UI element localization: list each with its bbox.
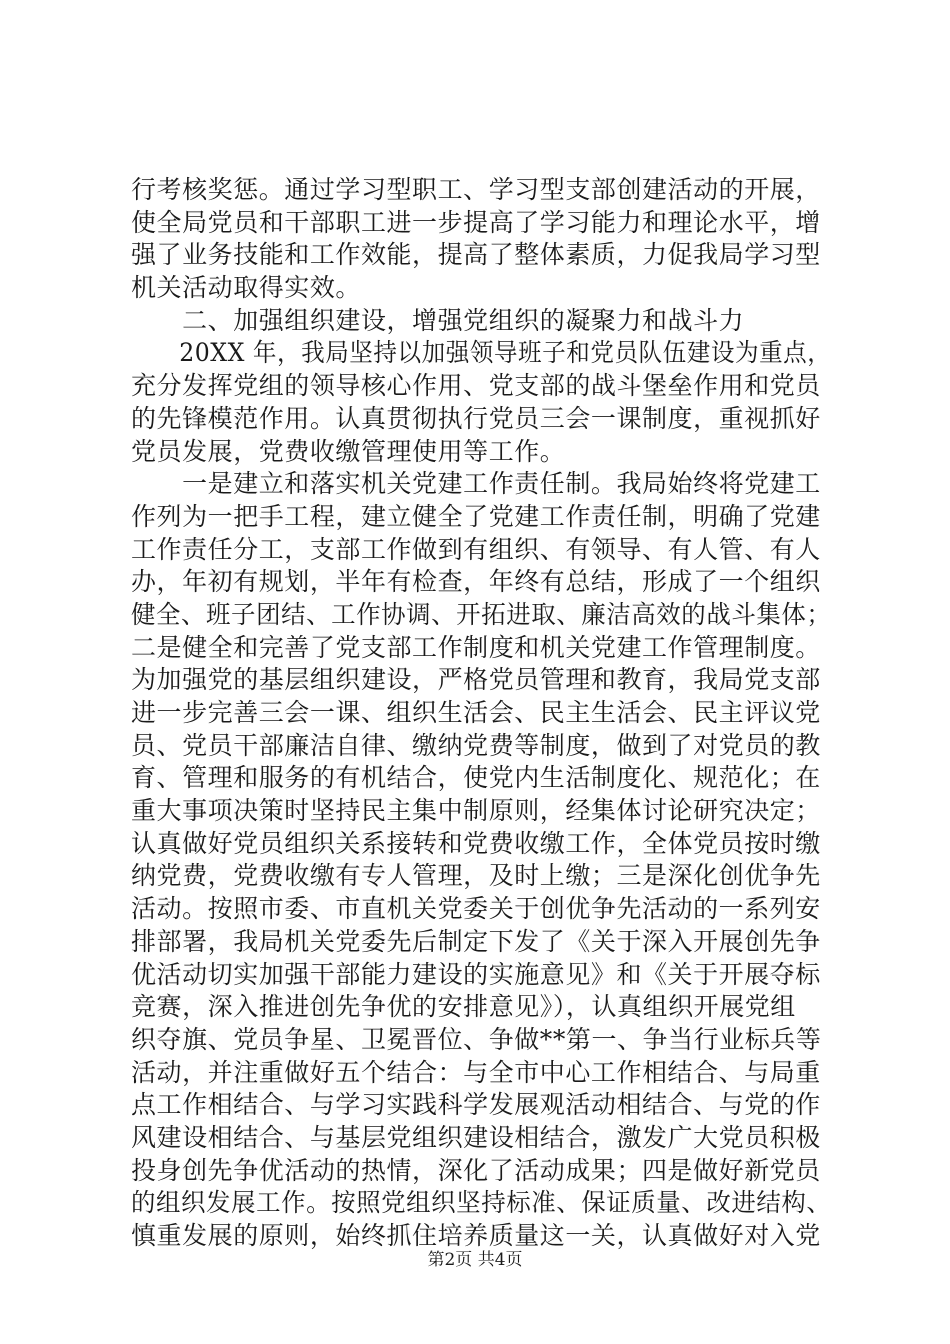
text-line: 投身创先争优活动的热情，深化了活动成果；四是做好新党员	[131, 1155, 821, 1185]
text-line: 点工作相结合、与学习实践科学发展观活动相结合、与党的作	[131, 1090, 821, 1120]
text-line: 纳党费，党费收缴有专人管理，及时上缴；三是深化创优争先	[131, 861, 821, 891]
text-line: 二是健全和完善了党支部工作制度和机关党建工作管理制度。	[131, 632, 821, 662]
text-line: 20XX 年，我局坚持以加强领导班子和党员队伍建设为重点，	[131, 338, 832, 368]
text-line: 强了业务技能和工作效能，提高了整体素质，力促我局学习型	[131, 240, 821, 270]
text-line: 认真做好党员组织关系接转和党费收缴工作，全体党员按时缴	[131, 828, 821, 858]
text-line: 充分发挥党组的领导核心作用、党支部的战斗堡垒作用和党员	[131, 371, 821, 401]
text-line: 的先锋模范作用。认真贯彻执行党员三会一课制度，重视抓好	[131, 403, 821, 433]
text-line: 竞赛，深入推进创先争优的安排意见》），认真组织开展党组	[131, 992, 796, 1022]
text-line: 活动，并注重做好五个结合：与全市中心工作相结合、与局重	[131, 1057, 821, 1087]
text-line: 员、党员干部廉洁自律、缴纳党费等制度，做到了对党员的教	[131, 730, 821, 760]
body-text	[131, 174, 831, 1253]
text-line: 工作责任分工，支部工作做到有组织、有领导、有人管、有人	[131, 534, 821, 564]
text-line: 一是建立和落实机关党建工作责任制。我局始终将党建工	[131, 469, 821, 499]
text-line: 作列为一把手工程，建立健全了党建工作责任制，明确了党建	[131, 501, 821, 531]
text-line: 使全局党员和干部职工进一步提高了学习能力和理论水平，增	[131, 207, 821, 237]
text-line: 织夺旗、党员争星、卫冕晋位、争做**第一、争当行业标兵等	[131, 1024, 822, 1054]
page-footer: 第2页 共4页	[427, 1250, 523, 1270]
text-line: 重大事项决策时坚持民主集中制原则，经集体讨论研究决定；	[131, 796, 821, 826]
text-line: 行考核奖惩。通过学习型职工、学习型支部创建活动的开展，	[131, 175, 821, 204]
text-line: 排部署，我局机关党委先后制定下发了《关于深入开展创先争	[131, 926, 821, 956]
text-line: 二、加强组织建设，增强党组织的凝聚力和战斗力	[131, 305, 745, 335]
text-line: 优活动切实加强干部能力建设的实施意见》和《关于开展夺标	[131, 959, 821, 989]
text-line: 为加强党的基层组织建设，严格党员管理和教育，我局党支部	[131, 665, 821, 695]
text-line: 育、管理和服务的有机结合，使党内生活制度化、规范化；在	[131, 763, 821, 793]
text-line: 的组织发展工作。按照党组织坚持标准、保证质量、改进结构、	[131, 1188, 832, 1218]
text-line: 机关活动取得实效。	[131, 273, 361, 303]
text-line: 慎重发展的原则，始终抓住培养质量这一关，认真做好对入党	[131, 1221, 821, 1250]
text-line: 党员发展，党费收缴管理使用等工作。	[131, 436, 566, 466]
text-line: 健全、班子团结、工作协调、开拓进取、廉洁高效的战斗集体；	[131, 599, 832, 629]
text-line: 风建设相结合、与基层党组织建设相结合，激发广大党员积极	[131, 1122, 821, 1152]
text-line: 活动。按照市委、市直机关党委关于创优争先活动的一系列安	[131, 894, 821, 924]
text-line: 进一步完善三会一课、组织生活会、民主生活会、民主评议党	[131, 698, 821, 727]
text-line: 办，年初有规划，半年有检查，年终有总结，形成了一个组织	[131, 567, 821, 597]
